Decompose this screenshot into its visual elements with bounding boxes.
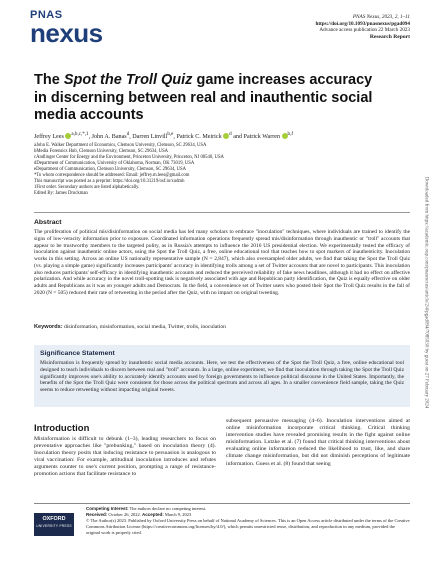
editor-line: Edited By: James Druckman bbox=[34, 191, 88, 196]
affiliation-line: aJohn E. Walker Department of Economics, Clemson University, Clemson, SC 29634, USA bbox=[34, 143, 207, 148]
author-name[interactable]: , Patrick C. Meirick bbox=[173, 134, 222, 141]
title-post: game increases accuracy in discerning between real and inauthentic social media accounts bbox=[34, 72, 373, 123]
author-note-line: 1First order. Secondary authors are listed alphabetically. bbox=[34, 185, 140, 190]
title-italic: Spot the Troll Quiz bbox=[63, 72, 193, 88]
significance-body: Misinformation is frequently spread by inauthentic social media accounts. Here, we test the effectiveness of the Spot the Troll Quiz, a free, online educational tool designed to teach individuals to discern between real and "troll" accounts. In a large, online experiment, we find that inoculation through taking the Spot the Troll Quiz significantly improves one's ability to accurately identify accounts used by foreign governments to influence political discourse in the United States. Importantly, the benefits of the Spot the Troll Quiz were consistent for those across the political spectrum and across all ages. In a smaller convenience field sample, taking the Quiz seems to reduce retweeting without impacting original tweets. bbox=[40, 360, 404, 393]
intro-column-left: Misinformation is difficult to debunk (1–3), leading researchers to focus on preventative approaches like "prebunking," based on inoculation theory (4). Inoculation theory posits that inducing resistance to persuasion is analogous to viral vaccination: For example, attitudinal inoculation introduces and refutes arguments counter to one's current position, prompting a range of resistance-promotion actions that facilitate resistance to bbox=[34, 436, 216, 478]
introduction-heading: Introduction bbox=[34, 423, 90, 434]
author-name[interactable]: and Patrick Warren bbox=[231, 134, 281, 141]
author-list bbox=[34, 130, 394, 141]
divider bbox=[34, 212, 410, 213]
significance-heading: Significance Statement bbox=[40, 350, 115, 357]
article-title bbox=[34, 72, 384, 125]
author-sup: a,b,c,*,1 bbox=[71, 131, 89, 137]
license-text: © The Author(s) 2023. Published by Oxford University Press on behalf of National Academy of Sciences. This is an Open Access article distributed under the terms of the Creative Commons Attribution License (https://creativecommons.org/licenses/by/4.0/), which permits unrestricted reuse, distribution, and reproduction in any medium, provided the original work is properly cited. bbox=[86, 517, 410, 535]
correspondence-line[interactable]: *To whom correspondence should be addressed: Email: jeffrey.m.lees@gmail.com bbox=[34, 173, 190, 178]
publication-date: Advance access publication 22 March 2023 bbox=[319, 27, 410, 34]
keywords-value: disinformation, misinformation, social media, Twitter, trolls, inoculation bbox=[64, 324, 226, 330]
intro-column-right: subsequent persuasive messaging (4–6). Inoculation interventions aimed at online misinformation incorporate critical thinking. Critical thinking intervention studies have revealed promising results in the fight against online misinformation. Lutzke et al. (7) found that critical thinking interventions about evaluating online information reduced the likelihood to trust, like, and share climate change misinformation, but did not diminish perceptions of legitimate information. Guess et al. (8) found that seeing bbox=[226, 418, 410, 467]
accepted-label: Accepted: bbox=[142, 511, 164, 517]
abstract-heading: Abstract bbox=[34, 219, 62, 226]
download-sidebar bbox=[421, 130, 431, 460]
publisher-name: OXFORD bbox=[42, 516, 66, 522]
keywords-label: Keywords: bbox=[34, 324, 63, 330]
affiliations bbox=[34, 143, 364, 197]
download-notice: Downloaded from https://academic.oup.com/pnasnexus/article/2/4/pgad094/7085030 by guest on 27 February 2024 bbox=[423, 176, 429, 409]
competing-label: Competing Interest: bbox=[86, 506, 129, 511]
author-sup: d bbox=[229, 131, 232, 137]
affiliation-line: eDepartment of Communication, Clemson University, Clemson, SC 29634, USA bbox=[34, 167, 187, 172]
doi-link[interactable]: https://doi.org/10.1093/pnasnexus/pgad094 bbox=[315, 20, 410, 27]
footer-notes bbox=[86, 506, 410, 536]
title-pre: The bbox=[34, 72, 64, 88]
competing-text: The authors declare no competing interest. bbox=[128, 506, 207, 511]
oxford-logo[interactable] bbox=[34, 513, 74, 536]
logo-pnas-text: PNAS bbox=[30, 9, 63, 21]
keywords bbox=[34, 324, 410, 331]
author-sup: b,f bbox=[287, 131, 294, 137]
accepted-text: March 9, 2023 bbox=[163, 511, 192, 517]
publisher-sub: UNIVERSITY PRESS bbox=[36, 524, 72, 528]
affiliation-line: dDepartment of Communication, University of Oklahoma, Norman, OK 73019, USA bbox=[34, 161, 195, 166]
article-type: Research Report bbox=[369, 33, 410, 40]
author-sup: d bbox=[126, 131, 130, 137]
author-name[interactable]: , Darren Linvill bbox=[129, 134, 168, 141]
journal-logo[interactable] bbox=[30, 9, 103, 48]
abstract-body: The proliferation of political mis/disinformation on social media has led many scholars to embrace "inoculation" techniques, where individuals are trained to identify the signs of low-veracity information prior to exposure. Coordinated information operations frequently spread mis/disinformation through inauthentic or "troll" accounts that appear to be trustworthy members to the targeted polity, as in Russia's attempts to influence the 2016 US presidential election. We experimentally tested the efficacy of inoculation against inauthentic online actors, using the Spot the Troll Quiz, a free, online educational tool that teaches how to spot markers of inauthenticity. Inoculation works in this setting. Across an online US nationally representative sample (N = 2,847), which also oversampled older adults, we find that taking the Spot the Troll Quiz (vs. playing a simple game) significantly increases participants' accuracy in identifying trolls among a set of Twitter accounts that are novel to participants. This inoculation also reduces participants' self-efficacy in identifying inauthentic accounts and reduced the perceived reliability of fake news headlines, although it had no effect on affective polarization. And while accuracy in the novel troll-spotting task is negatively associated with age and Republican party identification, the Quiz is equally effective on older adults and Republicans as it was on younger adults and Democrats. In the field, a convenience set of Twitter users who posted their Spot the Troll Quiz results in the fall of 2020 (N = 505) reduced their rate of retweeting in the period after the Quiz, with no impact on original tweeting. bbox=[34, 229, 410, 296]
author-name[interactable]: , John A. Banas bbox=[88, 134, 127, 141]
article-meta bbox=[210, 14, 410, 40]
logo-nexus-text: nexus bbox=[30, 18, 103, 48]
received-text: October 26, 2022. bbox=[107, 511, 143, 517]
author-name[interactable]: Jeffrey Lees bbox=[34, 134, 64, 141]
author-sup: b,e bbox=[167, 131, 174, 137]
received-label: Received: bbox=[86, 511, 108, 517]
affiliation-line: cAndlinger Center for Energy and the Environment, Princeton University, Princeton, NJ 08540, USA bbox=[34, 155, 224, 160]
journal-reference: PNAS Nexus, 2023, 2, 1–11 bbox=[352, 14, 410, 20]
affiliation-line: bMedia Forensics Hub, Clemson University, Clemson, SC 29634, USA bbox=[34, 149, 169, 154]
footer-divider bbox=[34, 503, 410, 504]
preprint-line[interactable]: This manuscript was posted as a preprint: https://doi.org/10.31219/osf.io/xudmh bbox=[34, 179, 185, 184]
